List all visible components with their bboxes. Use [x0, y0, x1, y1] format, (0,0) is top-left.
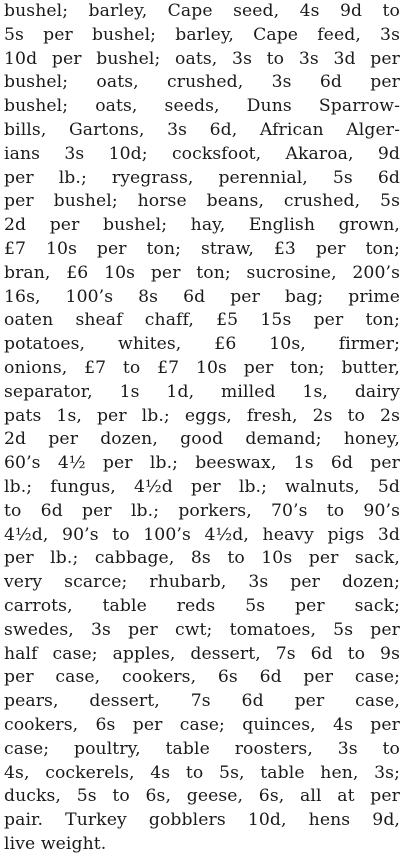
text-line: case; poultry, table roosters, 3s to	[4, 738, 400, 759]
text-line: per case, cookers, 6s 6d per case;	[4, 667, 400, 688]
text-line-last: live weight.	[4, 833, 107, 854]
text-line: 60’s 4½ per lb.; beeswax, 1s 6d per	[4, 453, 400, 474]
text-line: £7 10s per ton; straw, £3 per ton;	[4, 238, 400, 259]
text-line: per lb.; ryegrass, perennial, 5s 6d	[4, 167, 400, 188]
text-line: bushel; oats, crushed, 3s 6d per	[4, 72, 400, 93]
newspaper-column	[4, 0, 400, 857]
text-line: 4½d, 90’s to 100’s 4½d, heavy pigs 3d	[4, 524, 400, 545]
text-line: oaten sheaf chaff, £5 15s per ton;	[4, 310, 400, 331]
text-line: half case; apples, dessert, 7s 6d to 9s	[4, 643, 400, 664]
text-line: pears, dessert, 7s 6d per case,	[4, 691, 400, 712]
text-line: 2d per bushel; hay, English grown,	[4, 215, 400, 236]
text-line: 5s per bushel; barley, Cape feed, 3s	[4, 24, 400, 45]
text-line: bran, £6 10s per ton; sucrosine, 200’s	[4, 262, 400, 283]
text-line: pats 1s, per lb.; eggs, fresh, 2s to 2s	[4, 405, 400, 426]
text-line: separator, 1s 1d, milled 1s, dairy	[4, 381, 400, 402]
text-line: lb.; fungus, 4½d per lb.; walnuts, 5d	[4, 476, 400, 497]
text-line: cookers, 6s per case; quinces, 4s per	[4, 714, 400, 735]
text-line: per lb.; cabbage, 8s to 10s per sack,	[4, 548, 400, 569]
text-line: swedes, 3s per cwt; tomatoes, 5s per	[4, 619, 400, 640]
text-line: 4s, cockerels, 4s to 5s, table hen, 3s;	[4, 762, 400, 783]
text-line: pair. Turkey gobblers 10d, hens 9d,	[4, 810, 400, 831]
text-line: to 6d per lb.; porkers, 70’s to 90’s	[4, 500, 400, 521]
text-line: carrots, table reds 5s per sack;	[4, 595, 400, 616]
text-line: very scarce; rhubarb, 3s per dozen;	[4, 572, 400, 593]
text-line: 10d per bushel; oats, 3s to 3s 3d per	[4, 48, 400, 69]
text-line: ducks, 5s to 6s, geese, 6s, all at per	[4, 786, 400, 807]
text-line: 2d per dozen, good demand; honey,	[4, 429, 400, 450]
text-line: 16s, 100’s 8s 6d per bag; prime	[4, 286, 400, 307]
text-line: potatoes, whites, £6 10s, firmer;	[4, 334, 400, 355]
text-line: bills, Gartons, 3s 6d, African Alger-	[4, 119, 400, 140]
text-line: ians 3s 10d; cocksfoot, Akaroa, 9d	[4, 143, 400, 164]
text-line: onions, £7 to £7 10s per ton; butter,	[4, 357, 400, 378]
text-line: bushel; oats, seeds, Duns Sparrow-	[4, 96, 400, 117]
text-line: per bushel; horse beans, crushed, 5s	[4, 191, 400, 212]
text-line: bushel; barley, Cape seed, 4s 9d to	[4, 1, 400, 21]
